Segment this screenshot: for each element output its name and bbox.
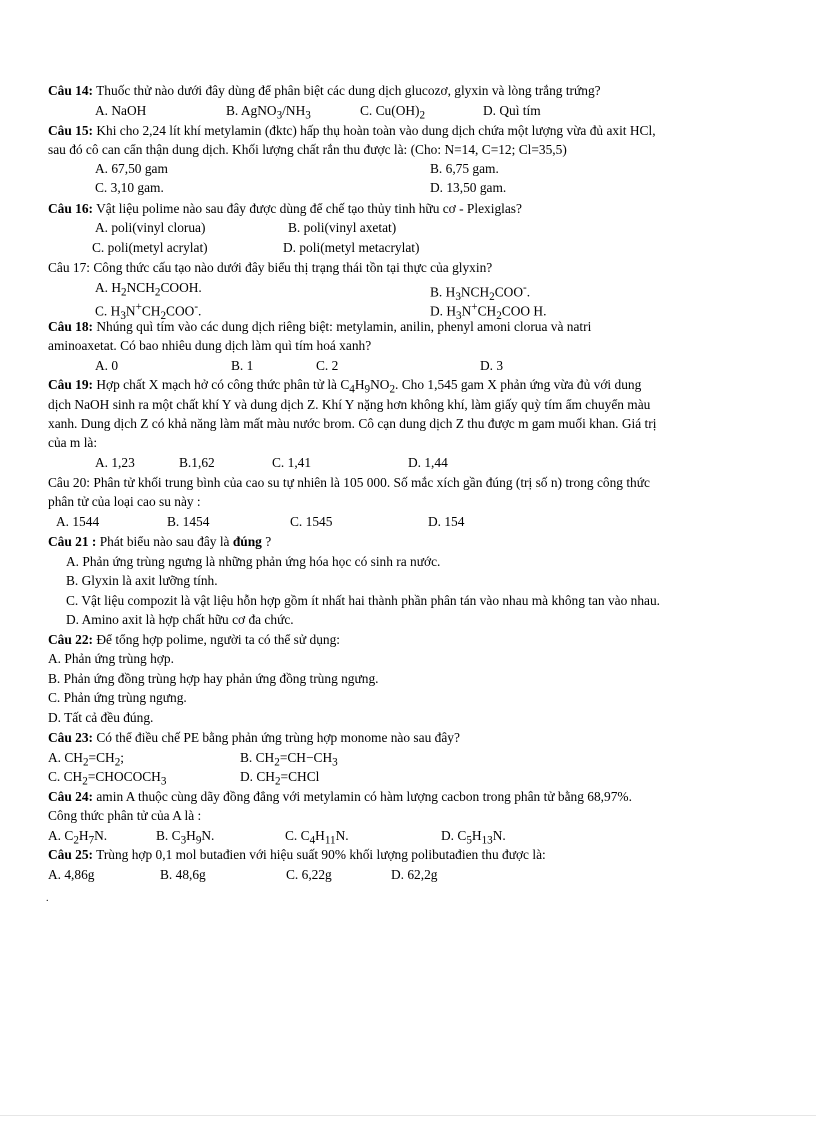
q15-option-c: C. 3,10 gam. — [95, 180, 164, 195]
question-14-label: Câu 14: — [48, 83, 94, 98]
question-15-line-2: sau đó cô can cẩn thận dung dịch. Khối lượng chất rắn thu được là: (Cho: N=14, C=12; Cl=35,5) — [48, 142, 567, 157]
question-15-text-1: Khi cho 2,24 lít khí metylamin (đktc) hấp thụ hoàn toàn vào dung dịch chứa một lượng vừa đủ axit HCl, — [93, 123, 656, 138]
footer-mark: . — [46, 893, 49, 904]
q24-option-c: C. $C_4H_{11}N$. — [285, 828, 349, 847]
question-20-text-1: Phân tử khối trung bình của cao su tự nhiên là 105 000. Số mắc xích gần đúng (trị số n) trong công thức — [90, 475, 650, 490]
q22-option-a: A. Phản ứng trùng hợp. — [48, 651, 174, 666]
question-20-line-1 — [48, 474, 650, 492]
question-20-label: Câu 20: — [48, 475, 91, 490]
question-21-emphasis: đúng — [232, 534, 262, 549]
q22-option-b: B. Phản ứng đồng trùng hợp hay phản ứng đồng trùng ngưng. — [48, 671, 379, 686]
question-21 — [48, 533, 271, 551]
q16-option-a: A. poli(vinyl clorua) — [95, 220, 206, 235]
q23-option-a: A. $CH_2=CH_2$; — [48, 750, 125, 769]
q14-option-d: D. Quì tím — [483, 103, 541, 118]
q20-option-a: A. 1544 — [56, 514, 100, 529]
question-19-line-4: của m là: — [48, 435, 98, 450]
question-15-label: Câu 15: — [48, 123, 94, 138]
q16-option-b: B. poli(vinyl axetat) — [288, 220, 397, 235]
q14-option-a: A. NaOH — [95, 103, 147, 118]
question-18-line-1 — [48, 318, 591, 336]
q23-option-b: B. $CH_2=CH-CH_3$ — [240, 750, 338, 769]
q16-option-c: C. poli(metyl acrylat) — [92, 240, 208, 255]
page-bottom-divider — [0, 1115, 816, 1116]
q18-option-a: A. 0 — [95, 358, 119, 373]
q15-option-b: B. 6,75 gam. — [430, 161, 499, 176]
question-24-line-2: Công thức phân tử của A là : — [48, 808, 202, 823]
q24-option-a: A. $C_2H_7N$. — [48, 828, 108, 847]
q23-option-d: D. $CH_2=CHCl$ — [240, 769, 320, 788]
question-21-label: Câu 21 : — [48, 534, 97, 549]
question-18-line-2: aminoaxetat. Có bao nhiêu dung dịch làm quì tím hoá xanh? — [48, 338, 372, 353]
question-24-label: Câu 24: — [48, 789, 94, 804]
question-24-text-1: amin A thuộc cùng dãy đồng đẳng với metylamin có hàm lượng cacbon trong phân tử bằng 68,97%. — [93, 789, 632, 804]
q19-option-a: A. 1,23 — [95, 455, 135, 470]
question-14-text: Thuốc thử nào dưới đây dùng để phân biệt các dung dịch glucozơ, glyxin và lòng trắng trứng? — [93, 83, 601, 98]
q18-option-b: B. 1 — [231, 358, 254, 373]
q14-option-b: B. $AgNO_3/NH_3$ — [226, 103, 311, 122]
question-23-label: Câu 23: — [48, 730, 94, 745]
q25-option-a: A. 4,86g — [48, 867, 95, 882]
q22-option-c: C. Phản ứng trùng ngưng. — [48, 690, 187, 705]
q25-option-b: B. 48,6g — [160, 867, 206, 882]
question-14 — [48, 82, 601, 100]
q17-option-b: B. $H_3NCH_2COO^-$. — [430, 282, 531, 304]
question-24-line-1 — [48, 788, 632, 806]
question-21-text: Phát biểu nào sau đây là — [96, 534, 233, 549]
q20-option-d: D. 154 — [428, 514, 465, 529]
question-23-text: Có thể điều chế PE bằng phản ứng trùng hợp monome nào sau đây? — [93, 730, 460, 745]
q15-option-d: D. 13,50 gam. — [430, 180, 507, 195]
question-20-line-2: phân tử của loại cao su này : — [48, 494, 201, 509]
question-15-line-1 — [48, 122, 656, 140]
question-17-text: Công thức cấu tạo nào dưới đây biểu thị trạng thái tồn tại thực của glyxin? — [90, 260, 493, 275]
q23-option-c: C. $CH_2=CHOCOCH_3$ — [48, 769, 167, 788]
question-18-label: Câu 18: — [48, 319, 94, 334]
question-23 — [48, 729, 460, 747]
q21-option-c: C. Vật liệu compozit là vật liệu hỗn hợp gồm ít nhất hai thành phần phân tán vào nhau mà không tan vào nhau. — [66, 593, 661, 608]
q20-option-b: B. 1454 — [167, 514, 210, 529]
question-25-text: Trùng hợp 0,1 mol butađien với hiệu suất 90% khối lượng polibutađien thu được là: — [93, 847, 546, 862]
q21-option-d: D. Amino axit là hợp chất hữu cơ đa chức. — [66, 612, 294, 627]
q17-option-c: C. $H_3N^+CH_2COO^-$. — [95, 301, 202, 323]
question-22-label: Câu 22: — [48, 632, 94, 647]
q25-option-d: D. 62,2g — [391, 867, 438, 882]
q24-option-b: B. $C_3H_9N$. — [156, 828, 215, 847]
question-22 — [48, 631, 340, 649]
q19-option-d: D. 1,44 — [408, 455, 448, 470]
question-16-text: Vật liệu polime nào sau đây được dùng để chế tạo thủy tinh hữu cơ - Plexiglas? — [93, 201, 522, 216]
q17-option-d: D. $H_3N^+CH_2COO$ H. — [430, 301, 547, 323]
question-19-line-1: Câu 19: Hợp chất X mạch hở có công thức phân tử là $C_4H_9NO_2$. Cho 1,545 gam X phản ứng vừa đủ với dung — [48, 377, 642, 396]
question-22-text: Để tổng hợp polime, người ta có thể sử dụng: — [93, 632, 341, 647]
question-18-text-1: Nhúng quì tím vào các dung dịch riêng biệt: metylamin, anilin, phenyl amoni clorua và natri — [93, 319, 592, 334]
question-19-line-2: dịch NaOH sinh ra một chất khí Y và dung dịch Z. Khí Y nặng hơn không khí, làm giấy quỳ tím ẩm chuyển màu — [48, 397, 651, 412]
q21-option-b: B. Glyxin là axit lưỡng tính. — [66, 573, 218, 588]
q18-option-d: D. 3 — [480, 358, 504, 373]
question-21-mark: ? — [261, 534, 272, 549]
q25-option-c: C. 6,22g — [286, 867, 332, 882]
q16-option-d: D. poli(metyl metacrylat) — [283, 240, 420, 255]
question-16 — [48, 200, 522, 218]
q20-option-c: C. 1545 — [290, 514, 333, 529]
question-17-label: Câu 17: — [48, 260, 91, 275]
q17-option-a: A. $H_2NCH_2COOH$. — [95, 280, 202, 299]
question-19-line-3: xanh. Dung dịch Z có khả năng làm mất màu nước brom. Cô cạn dung dịch Z thu được m gam muối khan. Giá trị — [48, 416, 657, 431]
question-25 — [48, 846, 546, 864]
question-25-label: Câu 25: — [48, 847, 94, 862]
q19-option-c: C. 1,41 — [272, 455, 312, 470]
question-16-label: Câu 16: — [48, 201, 94, 216]
q14-option-c: C. $Cu(OH)_2$ — [360, 103, 426, 122]
q19-option-b: B.1,62 — [179, 455, 215, 470]
q15-option-a: A. 67,50 gam — [95, 161, 168, 176]
question-19-label: Câu 19: — [48, 377, 94, 392]
q22-option-d: D. Tất cả đều đúng. — [48, 710, 154, 725]
question-17 — [48, 259, 492, 277]
q18-option-c: C. 2 — [316, 358, 339, 373]
q21-option-a: A. Phản ứng trùng ngưng là những phản ứng hóa học có sinh ra nước. — [66, 554, 441, 569]
q24-option-d: D. $C_5H_{13}N$. — [441, 828, 506, 847]
